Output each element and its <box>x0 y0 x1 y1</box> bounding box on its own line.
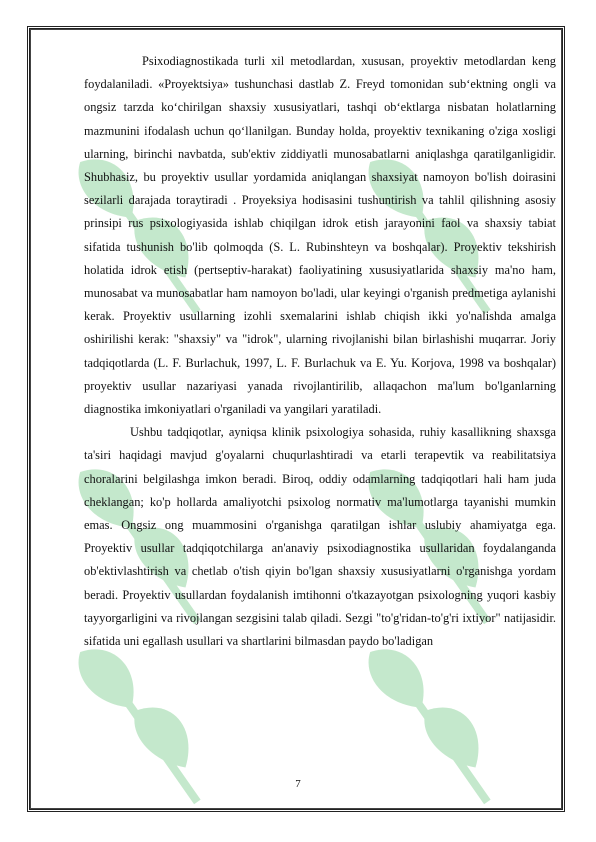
paragraph: Ushbu tadqiqotlar, ayniqsa klinik psixologiya sohasida, ruhiy kasallikning shaxsga ta'siri haqidagi mavjud g'oyalarni chuqurlashtiradi va etarli terapevtik va reabilitatsiya choralarini belgilashga imkon beradi. Biroq, oddiy odamlarning tadqiqotlari hali ham juda cheklangan; ko'p hollarda amaliyotchi psixolog normativ ma'lumotlarga tayanishi mumkin emas. Ongsiz ong muammosini o'rganishga qaratilgan ishlar uslubiy ahamiyatga ega. Proyektiv usullar tadqiqotchilarga an'anaviy psixodiagnostika usullaridan foydalanganda ob'ektivlashtirish va chetlab o'tish qiyin bo'lgan shaxsiy xususiyatlarni o'rganishga yordam beradi. Proyektiv usullardan foydalanish imtihonni o'tkazayotgan psixologning yuqori kasbiy tayyorgarligini va rivojlangan sezgisini talab qiladi. Sezgi "to'g'ridan-to'g'ri ixtiyor" natijasidir. sifatida uni egallash usullari va shartlarini bilmasdan paydo bo'ladigan <box>84 425 556 649</box>
document-body <box>84 50 556 653</box>
page-number: 7 <box>295 778 301 790</box>
paragraph: Psixodiagnostikada turli xil metodlardan, xususan, proyektiv metodlardan keng foydalaniladi. «Proyektsiya» tushunchasi dastlab Z. Freyd tomonidan sub‘ektning ongli va ongsiz tarzda ko‘chirilgan shaxsiy xususiyatlari, tashqi ob‘ektlarga nisbatan holatlarning mazmunini ifodalash uchun qo‘llanilgan. Bunday holda, proyektiv texnikaning o'ziga xosligi ularning, birinchi navbatda, sub'ektiv ziddiyatli munosabatlarni aniqlashga qaratilganligidir. Shubhasiz, bu proyektiv usullar yordamida aniqlangan shaxsiyat namoyon bo'lish doirasini sezilarli darajada toraytiradi . Proyeksiya hodisasini tushuntirish va tahlil qilishning asosiy prinsipi rus psixologiyasida ishlab chiqilgan idrok etish jarayonini faol va shaxsiy tabiat sifatida tushunish bo'lib qolmoqda (S. L. Rubinshteyn va boshqalar). Proyektiv tekshirish holatida idrok etish (pertseptiv-harakat) faoliyatining xususiyatlarida shaxsiy ma'no ham, munosabat va munosabatlar ham namoyon bo'ladi, ular keyingi o'rganish predmetiga aylanishi kerak. Proyektiv usullarning izohli sxemalarini ishlab chiqish ikki yo'nalishda amalga oshirilishi kerak: "shaxsiy" va "idrok", ularning rivojlanishi bilan birlashishi muqarrar. Joriy tadqiqotlarda (L. F. Burlachuk, 1997, L. F. Burlachuk va E. Yu. Korjova, 1998 va boshqalar) proyektiv usullar nazariyasi yanada rivojlantirilib, allaqachon ma'lum bo'lganlarning diagnostika imkoniyatlari o'rganiladi va yangilari yaratiladi. <box>84 54 556 417</box>
